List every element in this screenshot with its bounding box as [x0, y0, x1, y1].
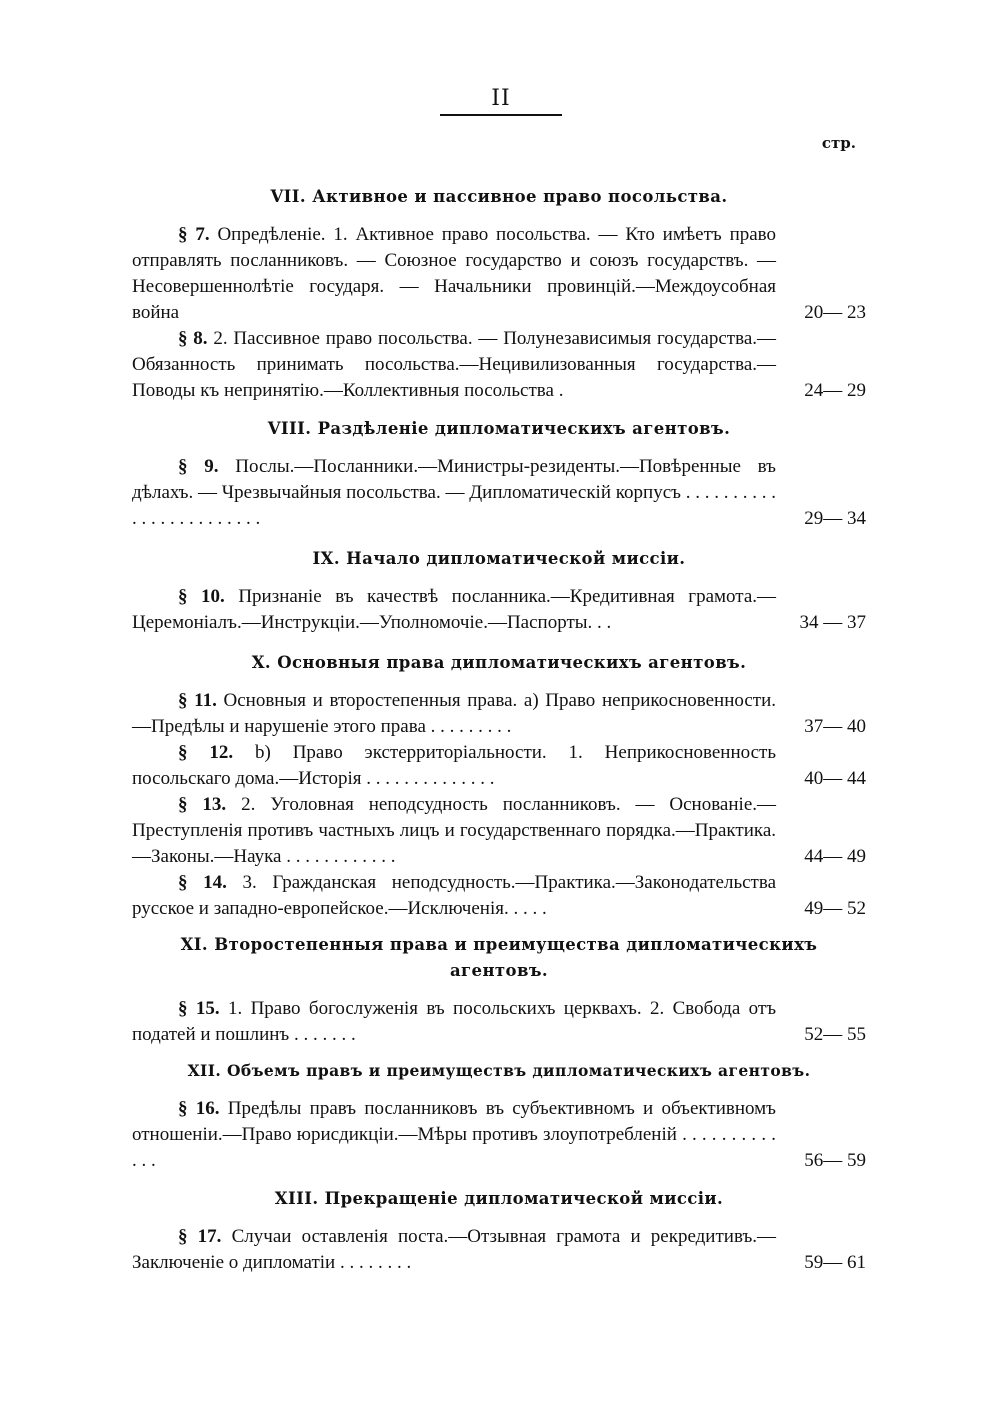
entry-text: 2. Пассивное право посольства. — Полунезависимыя государства.—Обязанность принимать посольства.—Нецивилизованныя государства.—Поводы къ непринятію.—Коллективныя посольства . — [132, 328, 777, 401]
page-range: 56— 59 — [804, 1150, 866, 1171]
paragraph-number: § 10. — [178, 586, 225, 607]
paragraph-number: § 15. — [178, 998, 220, 1019]
toc-entry — [132, 222, 866, 326]
section-heading: IX. Начало дипломатической миссіи. — [312, 549, 686, 568]
entry-text: Предѣлы правъ посланниковъ въ субъективномъ и объективномъ отношеніи.—Право юрисдикціи.—Мѣры противъ злоупотребленій . . . . . . . . . . . . . — [132, 1098, 776, 1171]
section-heading: XI. Второстепенныя права и преимущества дипломатическихъ агентовъ. — [180, 935, 818, 980]
toc-entry — [132, 1096, 866, 1174]
toc-entry — [132, 688, 866, 740]
page-number: II — [491, 86, 511, 111]
paragraph-number: § 12. — [178, 742, 234, 763]
toc-entry — [132, 1224, 866, 1276]
paragraph-number: § 13. — [178, 794, 227, 815]
page-range: 34 — 37 — [799, 612, 866, 633]
page-range: 49— 52 — [804, 898, 866, 919]
section-heading: VII. Активное и пассивное право посольства. — [270, 187, 728, 206]
entry-text: Основныя и второстепенныя права. а) Право неприкосновенности.—Предѣлы и нарушеніе этого права . . . . . . . . . — [132, 690, 776, 737]
paragraph-number: § 16. — [178, 1098, 220, 1119]
page-range: 44— 49 — [804, 846, 866, 867]
entry-text: Случаи оставленія поста.—Отзывная грамота и рекредитивъ.—Заключеніе о дипломатіи . . . . . . . . — [132, 1226, 777, 1273]
section-heading: X. Основныя права дипломатическихъ агентовъ. — [251, 653, 747, 672]
entry-text: 1. Право богослуженія въ посольскихъ церквахъ. 2. Свобода отъ податей и пошлинъ . . . . . . . — [132, 998, 777, 1045]
page-range: 52— 55 — [804, 1024, 866, 1045]
toc-entry — [132, 996, 866, 1048]
page-range: 24— 29 — [804, 380, 866, 401]
section-heading: XIII. Прекращеніе дипломатической миссіи. — [274, 1189, 724, 1208]
toc-entry — [132, 326, 866, 404]
toc-entry — [132, 792, 866, 870]
pages-column-label: стр. — [821, 134, 856, 152]
toc-section-vii — [132, 184, 866, 404]
page-range: 59— 61 — [804, 1252, 866, 1273]
entry-text: Признаніе въ качествѣ посланника.—Кредитивная грамота.—Церемоніалъ.—Инструкціи.—Уполномочіе.—Паспорты. . . — [132, 586, 777, 633]
paragraph-number: § 14. — [178, 872, 227, 893]
entry-text: Опредѣленіе. 1. Активное право посольства. — Кто имѣетъ право отправлять посланниковъ. — Союзное государство и союзъ государствъ. — Несовершеннолѣтіе государя. — Начальники провинцій.—Междоусобная война — [132, 224, 777, 323]
paragraph-number: § 9. — [178, 456, 219, 477]
entry-text: 3. Гражданская неподсудность.—Практика.—Законодательства русское и западно-европейское.—Исключенія. . . . . — [132, 872, 777, 919]
section-heading: XII. Объемъ правъ и преимуществъ дипломатическихъ агентовъ. — [187, 1061, 811, 1080]
toc-entry — [132, 454, 866, 532]
paragraph-number: § 8. — [178, 328, 208, 349]
paragraph-number: § 11. — [178, 690, 217, 711]
toc-section-ix — [132, 546, 866, 636]
toc-entry — [132, 870, 866, 922]
page-range: 29— 34 — [804, 508, 866, 529]
page-range: 20— 23 — [804, 302, 866, 323]
section-heading: VIII. Раздѣленіе дипломатическихъ агентовъ. — [267, 419, 731, 438]
toc-entry — [132, 740, 866, 792]
header-rule — [440, 114, 562, 116]
toc-section-xii — [132, 1058, 866, 1174]
paragraph-number: § 17. — [178, 1226, 222, 1247]
toc-section-viii — [132, 416, 866, 532]
paragraph-number: § 7. — [178, 224, 210, 245]
entry-text: Послы.—Посланники.—Министры-резиденты.—Повѣренные въ дѣлахъ. — Чрезвычайныя посольства. — Дипломатическій корпусъ . . . . . . . . . . . . . . . . . . . . . . . . — [132, 456, 776, 529]
toc-section-xi — [132, 932, 866, 1048]
toc-section-xiii — [132, 1186, 866, 1276]
page-range: 37— 40 — [804, 716, 866, 737]
page-range: 40— 44 — [804, 768, 866, 789]
entry-text: 2. Уголовная неподсудность посланниковъ. — Основаніе.—Преступленія противъ частныхъ лицъ и государственнаго порядка.—Практика.—Законы.—Наука . . . . . . . . . . . . — [132, 794, 776, 867]
entry-text: b) Право экстерриторіальности. 1. Неприкосновенность посольскаго дома.—Исторія . . . . . . . . . . . . . . — [132, 742, 777, 789]
toc-section-x — [132, 650, 866, 922]
toc-entry — [132, 584, 866, 636]
